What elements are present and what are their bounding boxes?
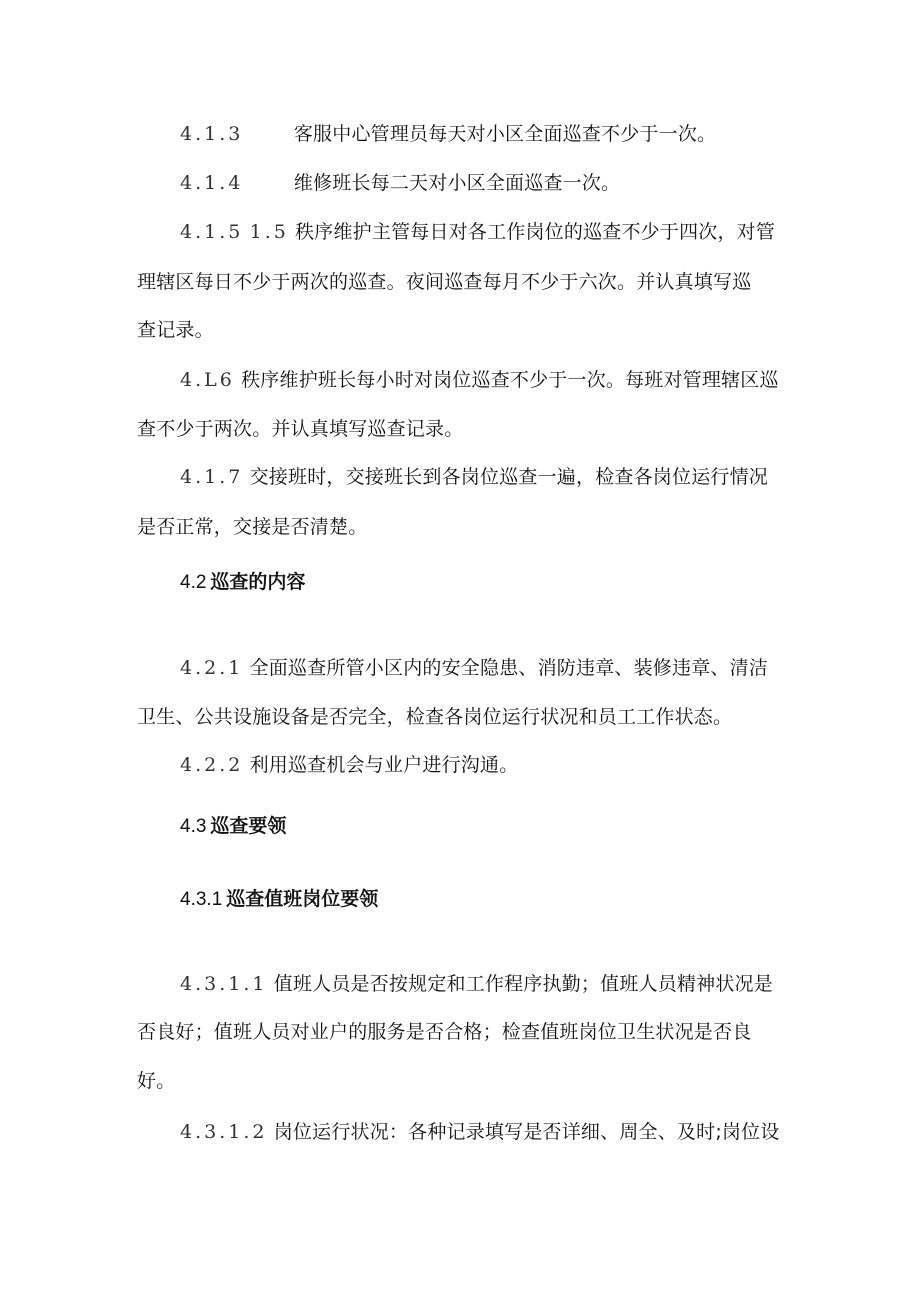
item-text: 利用巡查机会与业户进行沟通。	[249, 754, 519, 776]
subsection-title: 巡查值班岗位要领	[226, 888, 379, 910]
item-number: 4.2.1	[180, 657, 244, 679]
section-heading-4-2	[180, 570, 305, 595]
item-4-3-1-2-line1	[180, 1120, 780, 1144]
item-4-1-7-line1	[180, 465, 768, 489]
item-4-3-1-1-line3: 好。	[137, 1070, 176, 1092]
item-number: 4.L6	[180, 369, 235, 391]
item-4-1-6-line2: 查不少于两次。并认真填写巡查记录。	[137, 418, 464, 440]
item-4-2-2	[180, 753, 518, 777]
item-number: 4.1.4	[180, 172, 244, 194]
item-number-prefix: 1.5	[249, 221, 289, 243]
section-title: 巡查要领	[210, 815, 287, 837]
subsection-number: 4.3.1	[180, 889, 223, 910]
item-text: 值班人员是否按规定和工作程序执勤；值班人员精神状况是	[273, 973, 773, 995]
subsection-heading-4-3-1	[180, 887, 378, 912]
item-text: 秩序维护主管每日对各工作岗位的巡查不少于四次，对管	[295, 221, 776, 243]
item-number: 4.1.3	[180, 123, 244, 145]
item-4-1-5-line2: 理辖区每日不少于两次的巡查。夜间巡查每月不少于六次。并认真填写巡	[137, 271, 752, 293]
item-text: 交接班时，交接班长到各岗位巡查一遍，检查各岗位运行情况	[249, 466, 769, 488]
item-number: 4.1.5	[180, 221, 244, 243]
item-number: 4.2.2	[180, 754, 244, 776]
item-text: 岗位运行状况：各种记录填写是否详细、周全、及时;岗位设	[273, 1121, 780, 1143]
item-number: 4.1.7	[180, 466, 244, 488]
item-text: 全面巡查所管小区内的安全隐患、消防违章、装修违章、清洁	[249, 657, 769, 679]
item-4-1-5-line1	[180, 220, 775, 244]
section-number: 4.3	[180, 816, 207, 837]
section-title: 巡查的内容	[210, 571, 306, 593]
item-4-1-4	[180, 171, 620, 195]
item-4-1-6-line1	[180, 368, 779, 392]
item-4-1-3	[180, 122, 716, 146]
section-number: 4.2	[180, 572, 207, 593]
item-4-3-1-1-line1	[180, 972, 773, 996]
section-heading-4-3	[180, 814, 286, 839]
item-4-2-1-line2: 卫生、公共设施设备是否完全，检查各岗位运行状况和员工工作状态。	[137, 706, 733, 728]
item-number: 4.3.1.1	[180, 973, 268, 995]
item-4-2-1-line1	[180, 656, 768, 680]
item-text: 维修班长每二天对小区全面巡查一次。	[293, 172, 621, 194]
item-4-1-7-line2: 是否正常，交接是否清楚。	[137, 516, 368, 538]
item-4-1-5-line3: 查记录。	[137, 319, 214, 341]
item-number: 4.3.1.2	[180, 1121, 268, 1143]
item-4-3-1-1-line2: 否良好；值班人员对业户的服务是否合格；检查值班岗位卫生状况是否良	[137, 1021, 752, 1043]
item-text: 秩序维护班长每小时对岗位巡查不少于一次。每班对管理辖区巡	[241, 369, 779, 391]
item-text: 客服中心管理员每天对小区全面巡查不少于一次。	[293, 123, 717, 145]
